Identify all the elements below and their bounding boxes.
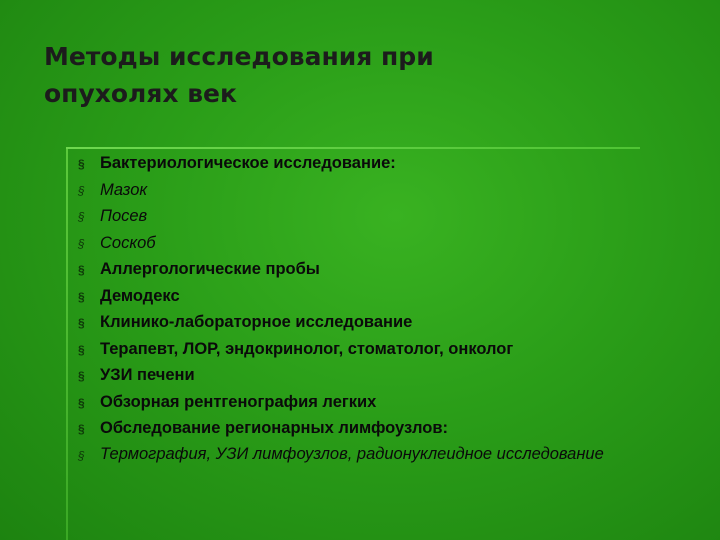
list-item: [78, 233, 698, 253]
list-item-text: Посев: [100, 207, 148, 225]
bullet-icon: §: [78, 289, 85, 304]
list-item: [78, 259, 698, 279]
bullet-icon: §: [78, 263, 85, 277]
bullet-icon: §: [78, 157, 85, 171]
title-line-2: опухолях век: [44, 79, 237, 108]
list-item-text: Терапевт, ЛОР, эндокринолог, стоматолог, онколог: [100, 339, 514, 358]
list-item-text: Демодекс: [100, 286, 180, 305]
vertical-accent-rule: [66, 149, 68, 540]
list-item: [78, 153, 698, 173]
list-item-text: Обзорная рентгенография легких: [100, 392, 377, 411]
list-item-text: Аллергологические пробы: [100, 260, 320, 278]
horizontal-accent-rule: [66, 147, 640, 149]
list-item-text: Соскоб: [100, 233, 156, 252]
list-item: [78, 180, 698, 200]
list-item: [78, 339, 698, 359]
slide-title: [44, 38, 644, 112]
bullet-icon: §: [78, 395, 85, 410]
list-item-text: Мазок: [100, 180, 148, 199]
bullet-icon: §: [78, 369, 85, 383]
bullet-icon: §: [78, 342, 85, 357]
list-item: [78, 418, 698, 438]
list-item-text: Бактериологическое исследование:: [100, 154, 396, 172]
bullet-icon: §: [78, 422, 85, 436]
list-item: [78, 312, 698, 332]
list-item: [78, 365, 698, 385]
bullet-icon: §: [78, 210, 85, 224]
list-item-text: УЗИ печени: [100, 366, 195, 384]
list-item: [78, 286, 698, 306]
list-item-text: Термография, УЗИ лимфоузлов, радионуклеидное исследование: [100, 444, 604, 463]
bullet-icon: §: [78, 236, 85, 251]
bullet-icon: §: [78, 448, 85, 463]
list-item: [78, 445, 698, 464]
list-item-text: Обследование регионарных лимфоузлов:: [100, 419, 448, 437]
bullet-icon: §: [78, 183, 85, 198]
bullet-icon: §: [78, 316, 85, 330]
list-item-text: Клинико-лабораторное исследование: [100, 313, 413, 331]
title-line-1: Методы исследования при: [44, 42, 434, 71]
list-item: [78, 206, 698, 226]
list-item: [78, 392, 698, 412]
bullet-list: [78, 153, 698, 470]
